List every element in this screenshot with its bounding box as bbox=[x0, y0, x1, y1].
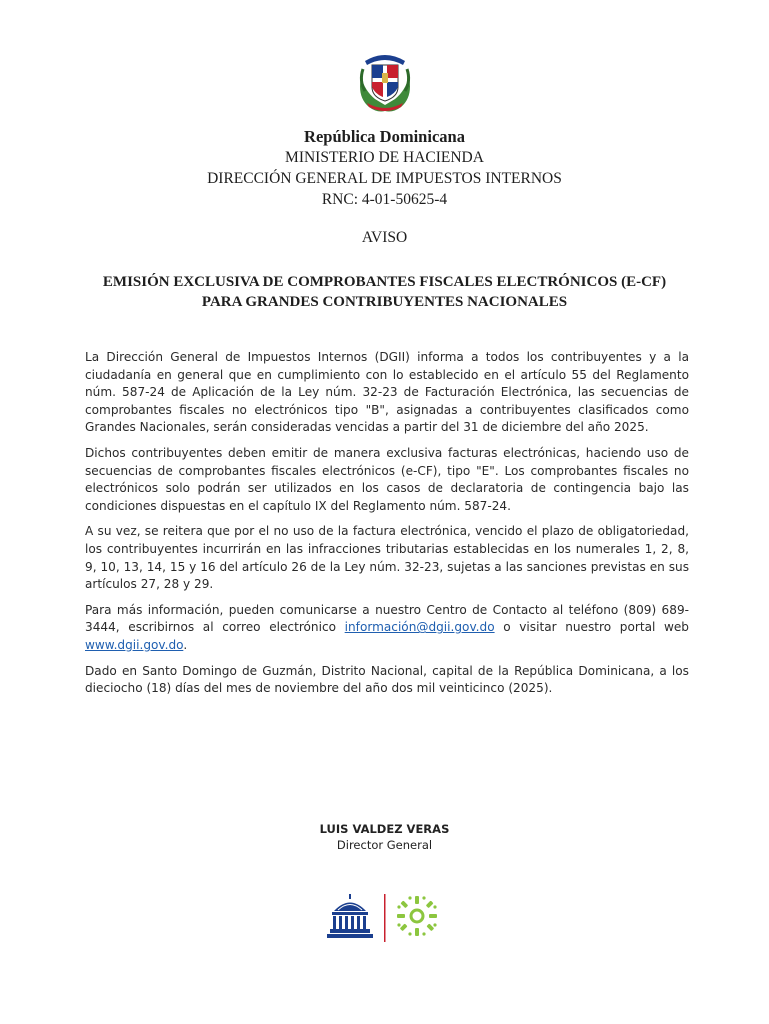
rnc-number: RNC: 4-01-50625-4 bbox=[321, 191, 448, 208]
letterhead bbox=[0, 126, 769, 210]
contact-text-b: o visitar nuestro portal web bbox=[494, 620, 689, 635]
logo-divider bbox=[384, 894, 386, 942]
agency-name: DIRECCIÓN GENERAL DE IMPUESTOS INTERNOS bbox=[207, 170, 562, 187]
paragraph-obligation: Dichos contribuyentes deben emitir de manera exclusiva facturas electrónicas, haciendo uso de secuencias de comprobantes fiscales electrónicos (e-CF), tipo "E". Los comprobantes fiscales no electrónicos solo podrán ser utilizados en los casos de declaratoria de contingencia bajo las condiciones dispuestas en el capítulo IX del Reglamento núm. 587-24. bbox=[85, 445, 689, 513]
signer-name: LUIS VALDEZ VERAS bbox=[319, 822, 450, 836]
notice-title-line-2: PARA GRANDES CONTRIBUYENTES NACIONALES bbox=[201, 294, 568, 310]
dgii-sun-logo-icon bbox=[397, 896, 437, 936]
signature-block bbox=[0, 821, 769, 853]
paragraph-sanctions: A su vez, se reitera que por el no uso de la factura electrónica, vencido el plazo de obligatoriedad, los contribuyentes incurrirán en las infracciones tributarias establecidas en los numerales 1, 2, 8, 9, 10, 13, 14, 15 y 16 del artículo 26 de la Ley núm. 32-23, sujetas a las sanciones previstas en sus artículos 27, 28 y 29. bbox=[85, 524, 689, 592]
notice-label: AVISO bbox=[361, 229, 408, 246]
paragraph-intro: La Dirección General de Impuestos Internos (DGII) informa a todos los contribuyentes y a la ciudadanía en general que en cumplimiento con lo establecido en el artículo 55 del Reglamento núm. 587-24 de Aplicación de la Ley núm. 32-23 de Facturación Electrónica, las secuencias de comprobantes fiscales no electrónicos tipo "B", asignadas a contribuyentes clasificados como Grandes Nacionales, serán consideradas vencidas a partir del 31 de diciembre del año 2025. bbox=[85, 350, 689, 435]
country-name: República Dominicana bbox=[304, 127, 465, 146]
contact-text-c: . bbox=[183, 637, 188, 652]
paragraph-contact bbox=[85, 602, 689, 655]
ministry-name: MINISTERIO DE HACIENDA bbox=[285, 149, 484, 166]
signer-role: Director General bbox=[336, 838, 433, 852]
notice-title-line-1: EMISIÓN EXCLUSIVA DE COMPROBANTES FISCALES ELECTRÓNICOS (E-CF) bbox=[102, 274, 667, 290]
notice-body bbox=[85, 349, 689, 706]
coat-of-arms-icon bbox=[355, 47, 415, 113]
email-link[interactable]: información@dgii.gov.do bbox=[344, 620, 495, 635]
footer-logos bbox=[322, 892, 452, 944]
contact-text-a: Para más información, pueden comunicarse a nuestro Centro de Contacto al teléfono (809) 689-3444, escribirnos al correo electrónico bbox=[85, 602, 689, 635]
website-link[interactable]: www.dgii.gov.do bbox=[85, 637, 184, 652]
paragraph-closing: Dado en Santo Domingo de Guzmán, Distrito Nacional, capital de la República Dominicana, a los dieciocho (18) días del mes de noviembre del año dos mil veinticinco (2025). bbox=[85, 663, 689, 696]
notice-title bbox=[60, 272, 709, 312]
government-dome-logo-icon bbox=[327, 894, 373, 938]
